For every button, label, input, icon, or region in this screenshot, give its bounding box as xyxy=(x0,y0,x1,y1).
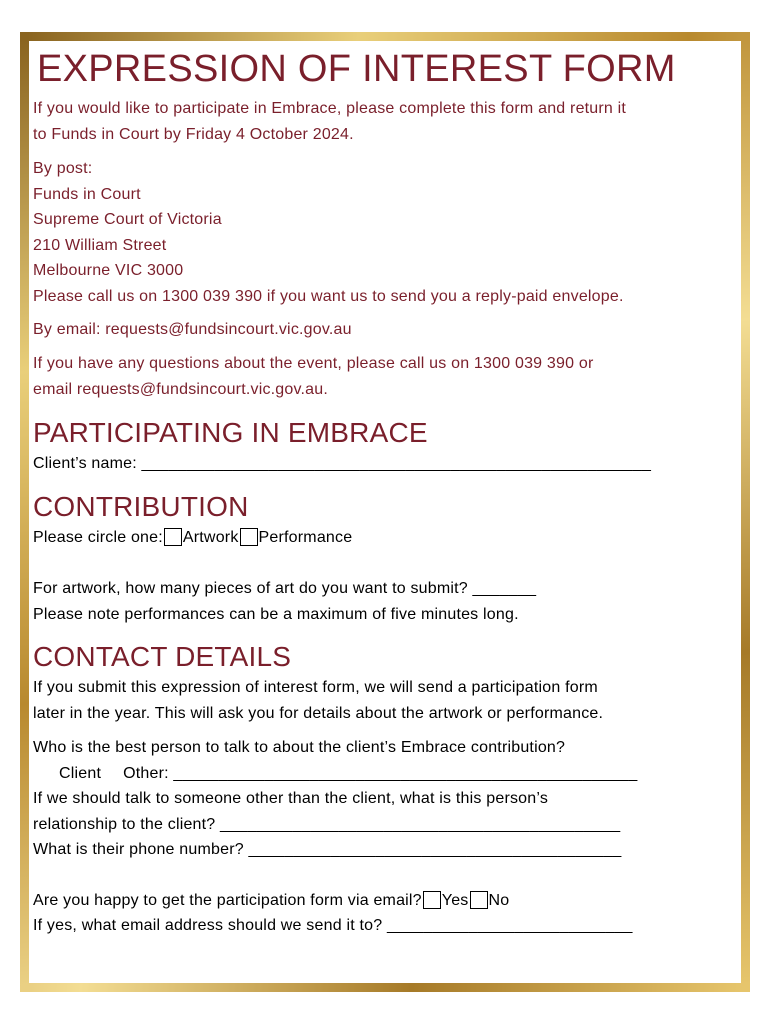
intro-line-1: If you would like to participate in Embrace, please complete this form and return it xyxy=(33,100,627,117)
best-person-options xyxy=(33,761,738,787)
phone-number-field[interactable]: What is their phone number? _________________________________________ xyxy=(33,841,622,858)
artwork-checkbox[interactable] xyxy=(164,528,182,546)
intro-text xyxy=(33,96,738,148)
contribution-choice-row xyxy=(33,525,738,551)
performance-checkbox[interactable] xyxy=(240,528,258,546)
no-option-label: No xyxy=(488,891,510,909)
best-person-question: Who is the best person to talk to about the client’s Embrace contribution? xyxy=(33,739,566,756)
participating-heading: PARTICIPATING IN EMBRACE xyxy=(33,417,428,448)
address-line: 210 William Street xyxy=(33,236,167,254)
yes-checkbox[interactable] xyxy=(423,891,441,909)
contact-info-line-2: later in the year. This will ask you for details about the artwork or performance. xyxy=(33,704,604,722)
artwork-option-label: Artwork xyxy=(182,528,239,546)
email-contact: By email: requests@fundsincourt.vic.gov.au xyxy=(33,321,352,338)
client-name-field[interactable]: ________________________________________________________ xyxy=(141,455,652,472)
email-consent-question: Are you happy to get the participation form via email? xyxy=(33,891,422,909)
address-line: Supreme Court of Victoria xyxy=(33,211,222,228)
client-name-label: Client’s name: xyxy=(33,455,142,472)
questions-line-1: If you have any questions about the event, please call us on 1300 039 390 or xyxy=(33,355,594,372)
contact-info xyxy=(33,675,738,726)
email-address-field[interactable]: If yes, what email address should we send it to? ___________________________ xyxy=(33,917,633,934)
yes-option-label: Yes xyxy=(441,891,469,909)
address-line: Melbourne VIC 3000 xyxy=(33,262,184,279)
client-option[interactable]: Client xyxy=(59,764,102,782)
email-consent-row xyxy=(33,888,738,914)
form-title: EXPRESSION OF INTEREST FORM xyxy=(37,48,676,90)
no-checkbox[interactable] xyxy=(470,891,488,909)
circle-one-label: Please circle one: xyxy=(33,528,163,546)
artwork-question[interactable]: For artwork, how many pieces of art do you want to submit? _______ xyxy=(33,580,537,597)
contact-heading: CONTACT DETAILS xyxy=(33,641,292,672)
reply-paid-note: Please call us on 1300 039 390 if you want us to send you a reply-paid envelope. xyxy=(33,287,624,305)
contribution-heading: CONTRIBUTION xyxy=(33,490,249,522)
client-name-row xyxy=(33,451,738,477)
other-option-field[interactable]: Other: ___________________________________________________ xyxy=(123,764,638,782)
postal-address-block xyxy=(33,156,738,309)
by-post-label: By post: xyxy=(33,160,93,177)
questions-line-2: email requests@fundsincourt.vic.gov.au. xyxy=(33,381,328,398)
form-content xyxy=(33,46,738,939)
relationship-field[interactable]: relationship to the client? ____________________________________________ xyxy=(33,815,621,833)
relationship-line-1: If we should talk to someone other than the client, what is this person’s xyxy=(33,790,549,807)
intro-line-2: to Funds in Court by Friday 4 October 2024. xyxy=(33,126,354,143)
intro-section xyxy=(33,96,738,403)
questions-text xyxy=(33,351,738,403)
performance-note: Please note performances can be a maximum of five minutes long. xyxy=(33,605,519,623)
contact-info-line-1: If you submit this expression of interest form, we will send a participation form xyxy=(33,679,598,696)
address-line: Funds in Court xyxy=(33,185,141,203)
performance-option-label: Performance xyxy=(258,528,353,546)
